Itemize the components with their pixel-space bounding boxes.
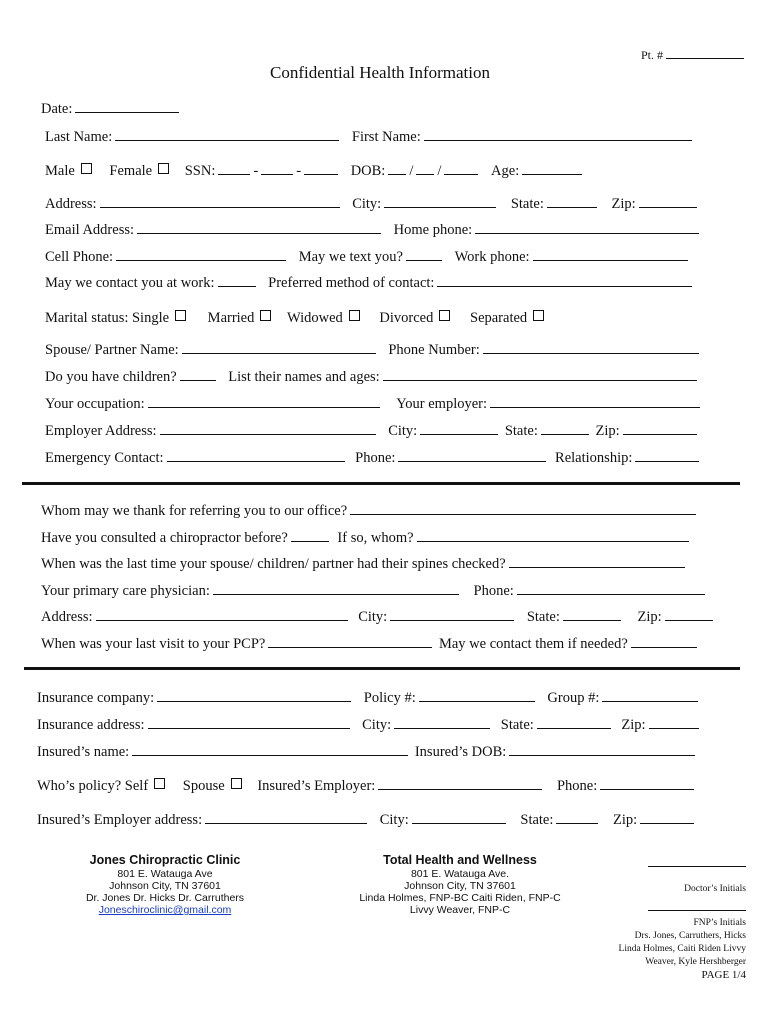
first-name-line[interactable] bbox=[424, 128, 692, 141]
fnp-names-1: Linda Holmes, Caiti Riden Livvy bbox=[618, 944, 746, 954]
consulted-row bbox=[41, 529, 692, 547]
work-phone-line[interactable] bbox=[533, 248, 688, 261]
insured-employer-address-row bbox=[37, 811, 697, 829]
single-checkbox[interactable] bbox=[175, 310, 186, 321]
occupation-line[interactable] bbox=[148, 395, 380, 408]
contact-row bbox=[45, 274, 695, 292]
emergency-phone-label: Phone: bbox=[355, 450, 396, 466]
employer-city-line[interactable] bbox=[420, 422, 498, 435]
spouse-phone-label: Phone Number: bbox=[388, 342, 480, 358]
emergency-phone-line[interactable] bbox=[398, 449, 546, 462]
insurance-company-row bbox=[37, 689, 701, 707]
insurance-company-line[interactable] bbox=[157, 689, 351, 702]
ssn-label: SSN: bbox=[184, 163, 216, 179]
clinic-jones-email-link[interactable]: Joneschiroclinic@gmail.com bbox=[98, 904, 232, 916]
insurance-city-label: City: bbox=[362, 717, 392, 733]
employer-address-line[interactable] bbox=[160, 422, 376, 435]
employer-line[interactable] bbox=[490, 395, 700, 408]
insured-dob-label: Insured’s DOB: bbox=[414, 744, 507, 760]
referral-row bbox=[41, 502, 699, 520]
clinic-jones-street: 801 E. Watauga Ave bbox=[117, 868, 213, 880]
spouse-label: Spouse/ Partner Name: bbox=[45, 342, 179, 358]
divorced-label: Divorced bbox=[379, 310, 434, 326]
last-visit-row bbox=[41, 635, 700, 653]
demographics-row: Male Female SSN: - - DOB: / / Age: bbox=[45, 162, 585, 180]
zip-line[interactable] bbox=[639, 195, 697, 208]
employer-address-label: Employer Address: bbox=[45, 423, 157, 439]
insured-employer-phone-line[interactable] bbox=[600, 777, 694, 790]
doctor-initials-line[interactable] bbox=[648, 865, 746, 867]
insured-employer-zip-line[interactable] bbox=[640, 811, 694, 824]
zip-label: Zip: bbox=[611, 196, 636, 212]
spouse-checkbox[interactable] bbox=[231, 778, 242, 789]
contact-work-line[interactable] bbox=[218, 274, 256, 287]
fnp-names-2: Weaver, Kyle Hershberger bbox=[645, 957, 746, 967]
insurance-state-line[interactable] bbox=[537, 716, 611, 729]
section-divider-1 bbox=[22, 482, 740, 485]
ssn-line-1[interactable] bbox=[218, 162, 250, 175]
fnp-initials-line[interactable] bbox=[648, 909, 746, 911]
first-name-label: First Name: bbox=[351, 129, 421, 145]
date-row bbox=[41, 100, 182, 118]
preferred-contact-line[interactable] bbox=[437, 274, 692, 287]
children-line[interactable] bbox=[180, 368, 216, 381]
employer-zip-label: Zip: bbox=[595, 423, 620, 439]
employer-state-line[interactable] bbox=[541, 422, 589, 435]
children-label: Do you have children? bbox=[45, 369, 177, 385]
doctor-initials-label: Doctor’s Initials bbox=[684, 884, 746, 894]
clinic-jones-block bbox=[70, 854, 260, 916]
dob-label: DOB: bbox=[350, 163, 386, 179]
name-row bbox=[45, 128, 695, 146]
divorced-checkbox[interactable] bbox=[439, 310, 450, 321]
insured-employer-label: Insured’s Employer: bbox=[257, 778, 376, 794]
patient-number-label: Pt. # bbox=[641, 48, 664, 62]
cell-phone-line[interactable] bbox=[116, 248, 286, 261]
page-title: Confidential Health Information bbox=[270, 63, 490, 82]
employer-label: Your employer: bbox=[396, 396, 488, 412]
dob-month-line[interactable] bbox=[388, 162, 406, 175]
insured-name-label: Insured’s name: bbox=[37, 744, 130, 760]
clinic-total-health-block bbox=[345, 854, 575, 916]
pcp-address-row bbox=[41, 608, 716, 626]
employer-city-label: City: bbox=[388, 423, 418, 439]
clinic-total-health-staff-1: Linda Holmes, FNP-BC Caiti Riden, FNP-C bbox=[359, 892, 561, 904]
dob-year-line[interactable] bbox=[444, 162, 478, 175]
pcp-city-label: City: bbox=[358, 609, 388, 625]
clinic-total-health-name: Total Health and Wellness bbox=[383, 853, 537, 867]
pcp-phone-line[interactable] bbox=[517, 582, 705, 595]
insurance-state-label: State: bbox=[500, 717, 534, 733]
age-label: Age: bbox=[491, 163, 520, 179]
insured-employer-address-line[interactable] bbox=[205, 811, 367, 824]
work-phone-label: Work phone: bbox=[454, 249, 530, 265]
clinic-total-health-staff-2: Livvy Weaver, FNP-C bbox=[409, 904, 511, 916]
text-question-label: May we text you? bbox=[298, 249, 403, 265]
email-label: Email Address: bbox=[45, 222, 135, 238]
if-so-label: If so, whom? bbox=[337, 530, 414, 546]
consulted-label: Have you consulted a chiropractor before? bbox=[41, 530, 288, 546]
clinic-jones-doctors: Dr. Jones Dr. Hicks Dr. Carruthers bbox=[85, 892, 245, 904]
referral-line[interactable] bbox=[350, 502, 696, 515]
insured-employer-line[interactable] bbox=[378, 777, 542, 790]
occupation-row bbox=[45, 395, 703, 413]
state-label: State: bbox=[510, 196, 544, 212]
insured-name-line[interactable] bbox=[132, 743, 408, 756]
last-visit-line[interactable] bbox=[268, 635, 432, 648]
clinic-total-health-street: 801 E. Watauga Ave. bbox=[410, 868, 510, 880]
ssn-line-2[interactable] bbox=[261, 162, 293, 175]
city-label: City: bbox=[352, 196, 382, 212]
contact-pcp-label: May we contact them if needed? bbox=[438, 636, 628, 652]
clinic-total-health-city: Johnson City, TN 37601 bbox=[404, 880, 516, 892]
pcp-state-line[interactable] bbox=[563, 608, 621, 621]
insurance-zip-line[interactable] bbox=[649, 716, 699, 729]
group-line[interactable] bbox=[602, 689, 698, 702]
insured-name-row bbox=[37, 743, 698, 761]
pcp-address-label: Address: bbox=[41, 609, 93, 625]
married-checkbox[interactable] bbox=[260, 310, 271, 321]
insurance-zip-label: Zip: bbox=[621, 717, 646, 733]
whos-policy-row bbox=[37, 777, 697, 795]
insured-dob-line[interactable] bbox=[509, 743, 695, 756]
dob-day-line[interactable] bbox=[416, 162, 434, 175]
spines-line[interactable] bbox=[509, 555, 685, 568]
pcp-zip-line[interactable] bbox=[665, 608, 713, 621]
occupation-label: Your occupation: bbox=[45, 396, 145, 412]
male-label: Male bbox=[45, 163, 75, 179]
age-line[interactable] bbox=[522, 162, 582, 175]
widowed-checkbox[interactable] bbox=[349, 310, 360, 321]
employer-zip-line[interactable] bbox=[623, 422, 697, 435]
city-line[interactable] bbox=[384, 195, 496, 208]
section-divider-2 bbox=[24, 667, 740, 670]
male-checkbox[interactable] bbox=[81, 163, 92, 174]
employer-address-row bbox=[45, 422, 700, 440]
emergency-row bbox=[45, 449, 702, 467]
employer-state-label: State: bbox=[504, 423, 538, 439]
children-row bbox=[45, 368, 700, 386]
insurance-address-row bbox=[37, 716, 702, 734]
insured-employer-state-label: State: bbox=[520, 812, 554, 828]
drs-names: Drs. Jones, Carruthers, Hicks bbox=[634, 931, 746, 941]
pcp-label: Your primary care physician: bbox=[41, 583, 210, 599]
page-number: PAGE 1/4 bbox=[701, 969, 746, 981]
pcp-phone-label: Phone: bbox=[473, 583, 514, 599]
female-checkbox[interactable] bbox=[158, 163, 169, 174]
insured-employer-city-line[interactable] bbox=[412, 811, 506, 824]
relationship-line[interactable] bbox=[635, 449, 699, 462]
insured-employer-city-label: City: bbox=[379, 812, 409, 828]
date-line[interactable] bbox=[75, 100, 179, 113]
insured-employer-phone-label: Phone: bbox=[556, 778, 598, 794]
pcp-address-line[interactable] bbox=[96, 608, 348, 621]
separated-label: Separated bbox=[470, 310, 528, 326]
separated-checkbox[interactable] bbox=[533, 310, 544, 321]
cell-phone-label: Cell Phone: bbox=[45, 249, 114, 265]
self-checkbox[interactable] bbox=[154, 778, 165, 789]
address-line[interactable] bbox=[100, 195, 340, 208]
initials-legend bbox=[619, 917, 746, 982]
female-label: Female bbox=[109, 163, 153, 179]
date-label: Date: bbox=[41, 101, 73, 117]
whos-policy-label: Who’s policy? Self bbox=[37, 778, 149, 794]
insured-employer-address-label: Insured’s Employer address: bbox=[37, 812, 203, 828]
last-name-line[interactable] bbox=[115, 128, 339, 141]
text-question-line[interactable] bbox=[406, 248, 442, 261]
address-label: Address: bbox=[45, 196, 97, 212]
emergency-label: Emergency Contact: bbox=[45, 450, 164, 466]
group-label: Group #: bbox=[547, 690, 600, 706]
emergency-line[interactable] bbox=[167, 449, 345, 462]
insurance-company-label: Insurance company: bbox=[37, 690, 155, 706]
contact-pcp-line[interactable] bbox=[631, 635, 697, 648]
if-so-line[interactable] bbox=[417, 529, 689, 542]
clinic-jones-city: Johnson City, TN 37601 bbox=[109, 880, 221, 892]
marital-single-label: Marital status: Single bbox=[45, 310, 170, 326]
ssn-line-3[interactable] bbox=[304, 162, 338, 175]
insured-employer-state-line[interactable] bbox=[556, 811, 598, 824]
preferred-contact-label: Preferred method of contact: bbox=[268, 275, 435, 291]
married-label: Married bbox=[207, 310, 255, 326]
consulted-line[interactable] bbox=[291, 529, 329, 542]
state-line[interactable] bbox=[547, 195, 597, 208]
spouse-phone-line[interactable] bbox=[483, 341, 699, 354]
pcp-city-line[interactable] bbox=[390, 608, 514, 621]
policy-line[interactable] bbox=[419, 689, 535, 702]
children-names-line[interactable] bbox=[383, 368, 697, 381]
patient-number-line[interactable] bbox=[666, 48, 744, 59]
insurance-address-line[interactable] bbox=[148, 716, 350, 729]
last-name-label: Last Name: bbox=[45, 129, 113, 145]
cell-phone-row bbox=[45, 248, 691, 266]
spines-row bbox=[41, 555, 688, 573]
pcp-line[interactable] bbox=[213, 582, 459, 595]
widowed-label: Widowed bbox=[287, 310, 343, 326]
last-visit-label: When was your last visit to your PCP? bbox=[41, 636, 266, 652]
clinic-jones-name: Jones Chiropractic Clinic bbox=[89, 853, 241, 867]
spouse-line[interactable] bbox=[182, 341, 376, 354]
pcp-state-label: State: bbox=[526, 609, 560, 625]
contact-work-label: May we contact you at work: bbox=[45, 275, 215, 291]
email-row bbox=[45, 221, 702, 239]
pcp-zip-label: Zip: bbox=[637, 609, 662, 625]
patient-number-field bbox=[641, 46, 747, 64]
home-phone-label: Home phone: bbox=[393, 222, 473, 238]
spouse-row bbox=[45, 341, 702, 359]
insurance-address-label: Insurance address: bbox=[37, 717, 145, 733]
spines-label: When was the last time your spouse/ children/ partner had their spines checked? bbox=[41, 556, 506, 572]
email-line[interactable] bbox=[137, 221, 381, 234]
fnp-initials-label: FNP’s Initials bbox=[693, 918, 746, 928]
policy-label: Policy #: bbox=[363, 690, 416, 706]
home-phone-line[interactable] bbox=[475, 221, 699, 234]
relationship-label: Relationship: bbox=[555, 450, 633, 466]
insured-employer-zip-label: Zip: bbox=[613, 812, 638, 828]
spouse-policy-label: Spouse bbox=[182, 778, 225, 794]
address-row bbox=[45, 195, 700, 213]
pcp-row bbox=[41, 582, 708, 600]
children-names-label: List their names and ages: bbox=[228, 369, 380, 385]
marital-row bbox=[45, 309, 544, 327]
referral-label: Whom may we thank for referring you to our office? bbox=[41, 503, 348, 519]
insurance-city-line[interactable] bbox=[394, 716, 490, 729]
